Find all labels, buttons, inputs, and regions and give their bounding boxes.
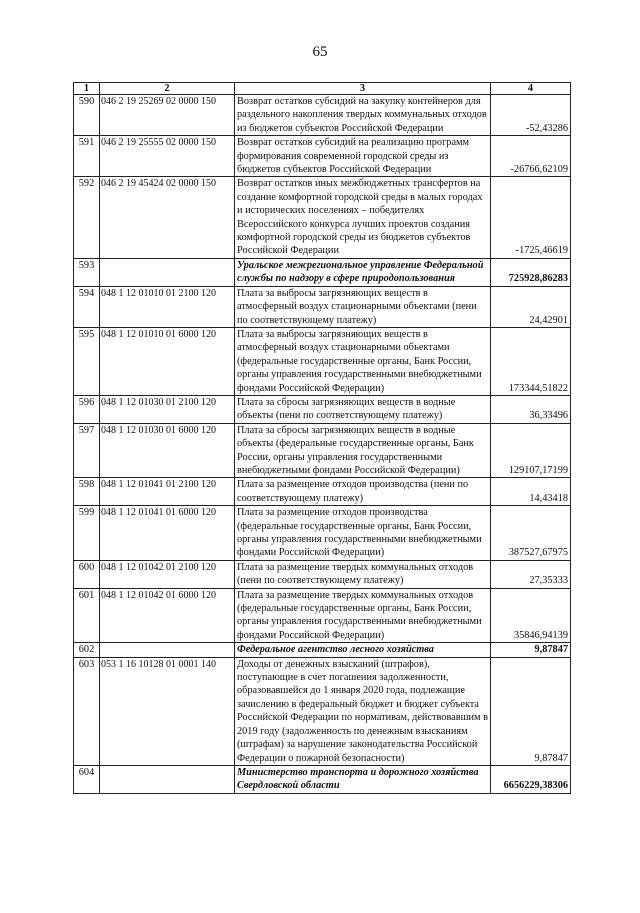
row-value: 35846,94139 (491, 588, 571, 643)
row-number: 593 (74, 258, 100, 286)
row-code: 048 1 12 01010 01 6000 120 (100, 327, 235, 395)
row-value: 725928,86283 (491, 258, 571, 286)
row-number: 599 (74, 506, 100, 561)
table-row (74, 395, 571, 423)
row-description: Плата за размещение твердых коммунальных отходов (федеральные государственные органы, Банк России, органы управления государственными внебюджетными фондами Российской Федерации) (235, 588, 491, 643)
row-number: 604 (74, 765, 100, 793)
row-code: 048 1 12 01010 01 2100 120 (100, 286, 235, 327)
table-row (74, 643, 571, 657)
table-row (74, 478, 571, 506)
row-number: 592 (74, 177, 100, 258)
row-description: Плата за размещение отходов производства (пени по соответствующему платежу) (235, 478, 491, 506)
row-description: Плата за сбросы загрязняющих веществ в водные объекты (федеральные государственные органы, Банк России, органы управления государственными внебюджетными фондами Российской Федерации) (235, 423, 491, 478)
row-value: 36,33496 (491, 395, 571, 423)
row-description: Плата за размещение отходов производства (федеральные государственные органы, Банк России, органы управления государственными внебюджетными фондами Российской Федерации) (235, 506, 491, 561)
row-value: 387527,67975 (491, 506, 571, 561)
table-row (74, 506, 571, 561)
row-code: 046 2 19 45424 02 0000 150 (100, 177, 235, 258)
row-code: 048 1 12 01041 01 6000 120 (100, 506, 235, 561)
row-value: 6656229,38306 (491, 765, 571, 793)
row-description: Федеральное агентство лесного хозяйства (235, 643, 491, 657)
header-col-2: 2 (100, 83, 235, 95)
row-number: 595 (74, 327, 100, 395)
row-value: 129107,17199 (491, 423, 571, 478)
table-row (74, 177, 571, 258)
row-value: 9,87847 (491, 643, 571, 657)
row-code: 053 1 16 10128 01 0001 140 (100, 657, 235, 765)
row-description: Доходы от денежных взысканий (штрафов), поступающие в счет погашения задолженности, образовавшейся до 1 января 2020 года, подлежащие зачислению в федеральный бюджет и бюджет субъекта Российской Федерации по нормативам, действовавшим в 2019 году (задолженность по денежным взысканиям (штрафам) за нарушение законодательства Российской Федерации о пожарной безопасности) (235, 657, 491, 765)
row-code: 048 1 12 01042 01 2100 120 (100, 560, 235, 588)
row-value: 173344,51822 (491, 327, 571, 395)
row-value: 24,42901 (491, 286, 571, 327)
table-row (74, 327, 571, 395)
table-row (74, 657, 571, 765)
row-value: -52,43286 (491, 95, 571, 136)
row-value: -1725,46619 (491, 177, 571, 258)
table-row (74, 423, 571, 478)
table-row (74, 136, 571, 177)
row-description: Плата за выбросы загрязняющих веществ в атмосферный воздух стационарными объектами (федеральные государственные органы, Банк России, органы управления государственными внебюджетными фондами Российской Федерации) (235, 327, 491, 395)
row-number: 603 (74, 657, 100, 765)
row-code: 048 1 12 01041 01 2100 120 (100, 478, 235, 506)
row-number: 598 (74, 478, 100, 506)
header-col-4: 4 (491, 83, 571, 95)
row-value: -26766,62109 (491, 136, 571, 177)
row-code: 046 2 19 25269 02 0000 150 (100, 95, 235, 136)
row-number: 600 (74, 560, 100, 588)
table-row (74, 286, 571, 327)
row-code: 048 1 12 01030 01 6000 120 (100, 423, 235, 478)
row-code (100, 258, 235, 286)
row-code (100, 643, 235, 657)
page-number: 65 (312, 44, 328, 60)
row-description: Плата за выбросы загрязняющих веществ в атмосферный воздух стационарными объектами (пени по соответствующему платежу) (235, 286, 491, 327)
row-value: 9,87847 (491, 657, 571, 765)
header-col-3: 3 (235, 83, 491, 95)
header-col-1: 1 (74, 83, 100, 95)
revenue-table (73, 82, 571, 794)
row-code: 048 1 12 01030 01 2100 120 (100, 395, 235, 423)
row-number: 597 (74, 423, 100, 478)
table-row (74, 765, 571, 793)
row-description: Плата за размещение твердых коммунальных отходов (пени по соответствующему платежу) (235, 560, 491, 588)
row-number: 596 (74, 395, 100, 423)
row-description: Возврат остатков субсидий на закупку контейнеров для раздельного накопления твердых коммунальных отходов из бюджетов субъектов Российской Федерации (235, 95, 491, 136)
row-description: Возврат остатков иных межбюджетных трансфертов на создание комфортной городской среды в малых городах и исторических поселениях – победителях Всероссийского конкурса лучших проектов создания комфортной городской среды из бюджетов субъектов Российской Федерации (235, 177, 491, 258)
table-row (74, 588, 571, 643)
row-value: 14,43418 (491, 478, 571, 506)
table-row (74, 95, 571, 136)
row-description: Возврат остатков субсидий на реализацию программ формирования современной городской среды из бюджетов субъектов Российской Федерации (235, 136, 491, 177)
row-code: 046 2 19 25555 02 0000 150 (100, 136, 235, 177)
row-number: 590 (74, 95, 100, 136)
table-header-row (74, 83, 571, 95)
row-value: 27,35333 (491, 560, 571, 588)
row-number: 602 (74, 643, 100, 657)
row-code: 048 1 12 01042 01 6000 120 (100, 588, 235, 643)
table-row (74, 258, 571, 286)
row-description: Плата за сбросы загрязняющих веществ в водные объекты (пени по соответствующему платежу) (235, 395, 491, 423)
row-code (100, 765, 235, 793)
row-number: 591 (74, 136, 100, 177)
row-number: 601 (74, 588, 100, 643)
row-description: Министерство транспорта и дорожного хозяйства Свердловской области (235, 765, 491, 793)
table-row (74, 560, 571, 588)
row-description: Уральское межрегиональное управление Федеральной службы по надзору в сфере природопользования (235, 258, 491, 286)
row-number: 594 (74, 286, 100, 327)
